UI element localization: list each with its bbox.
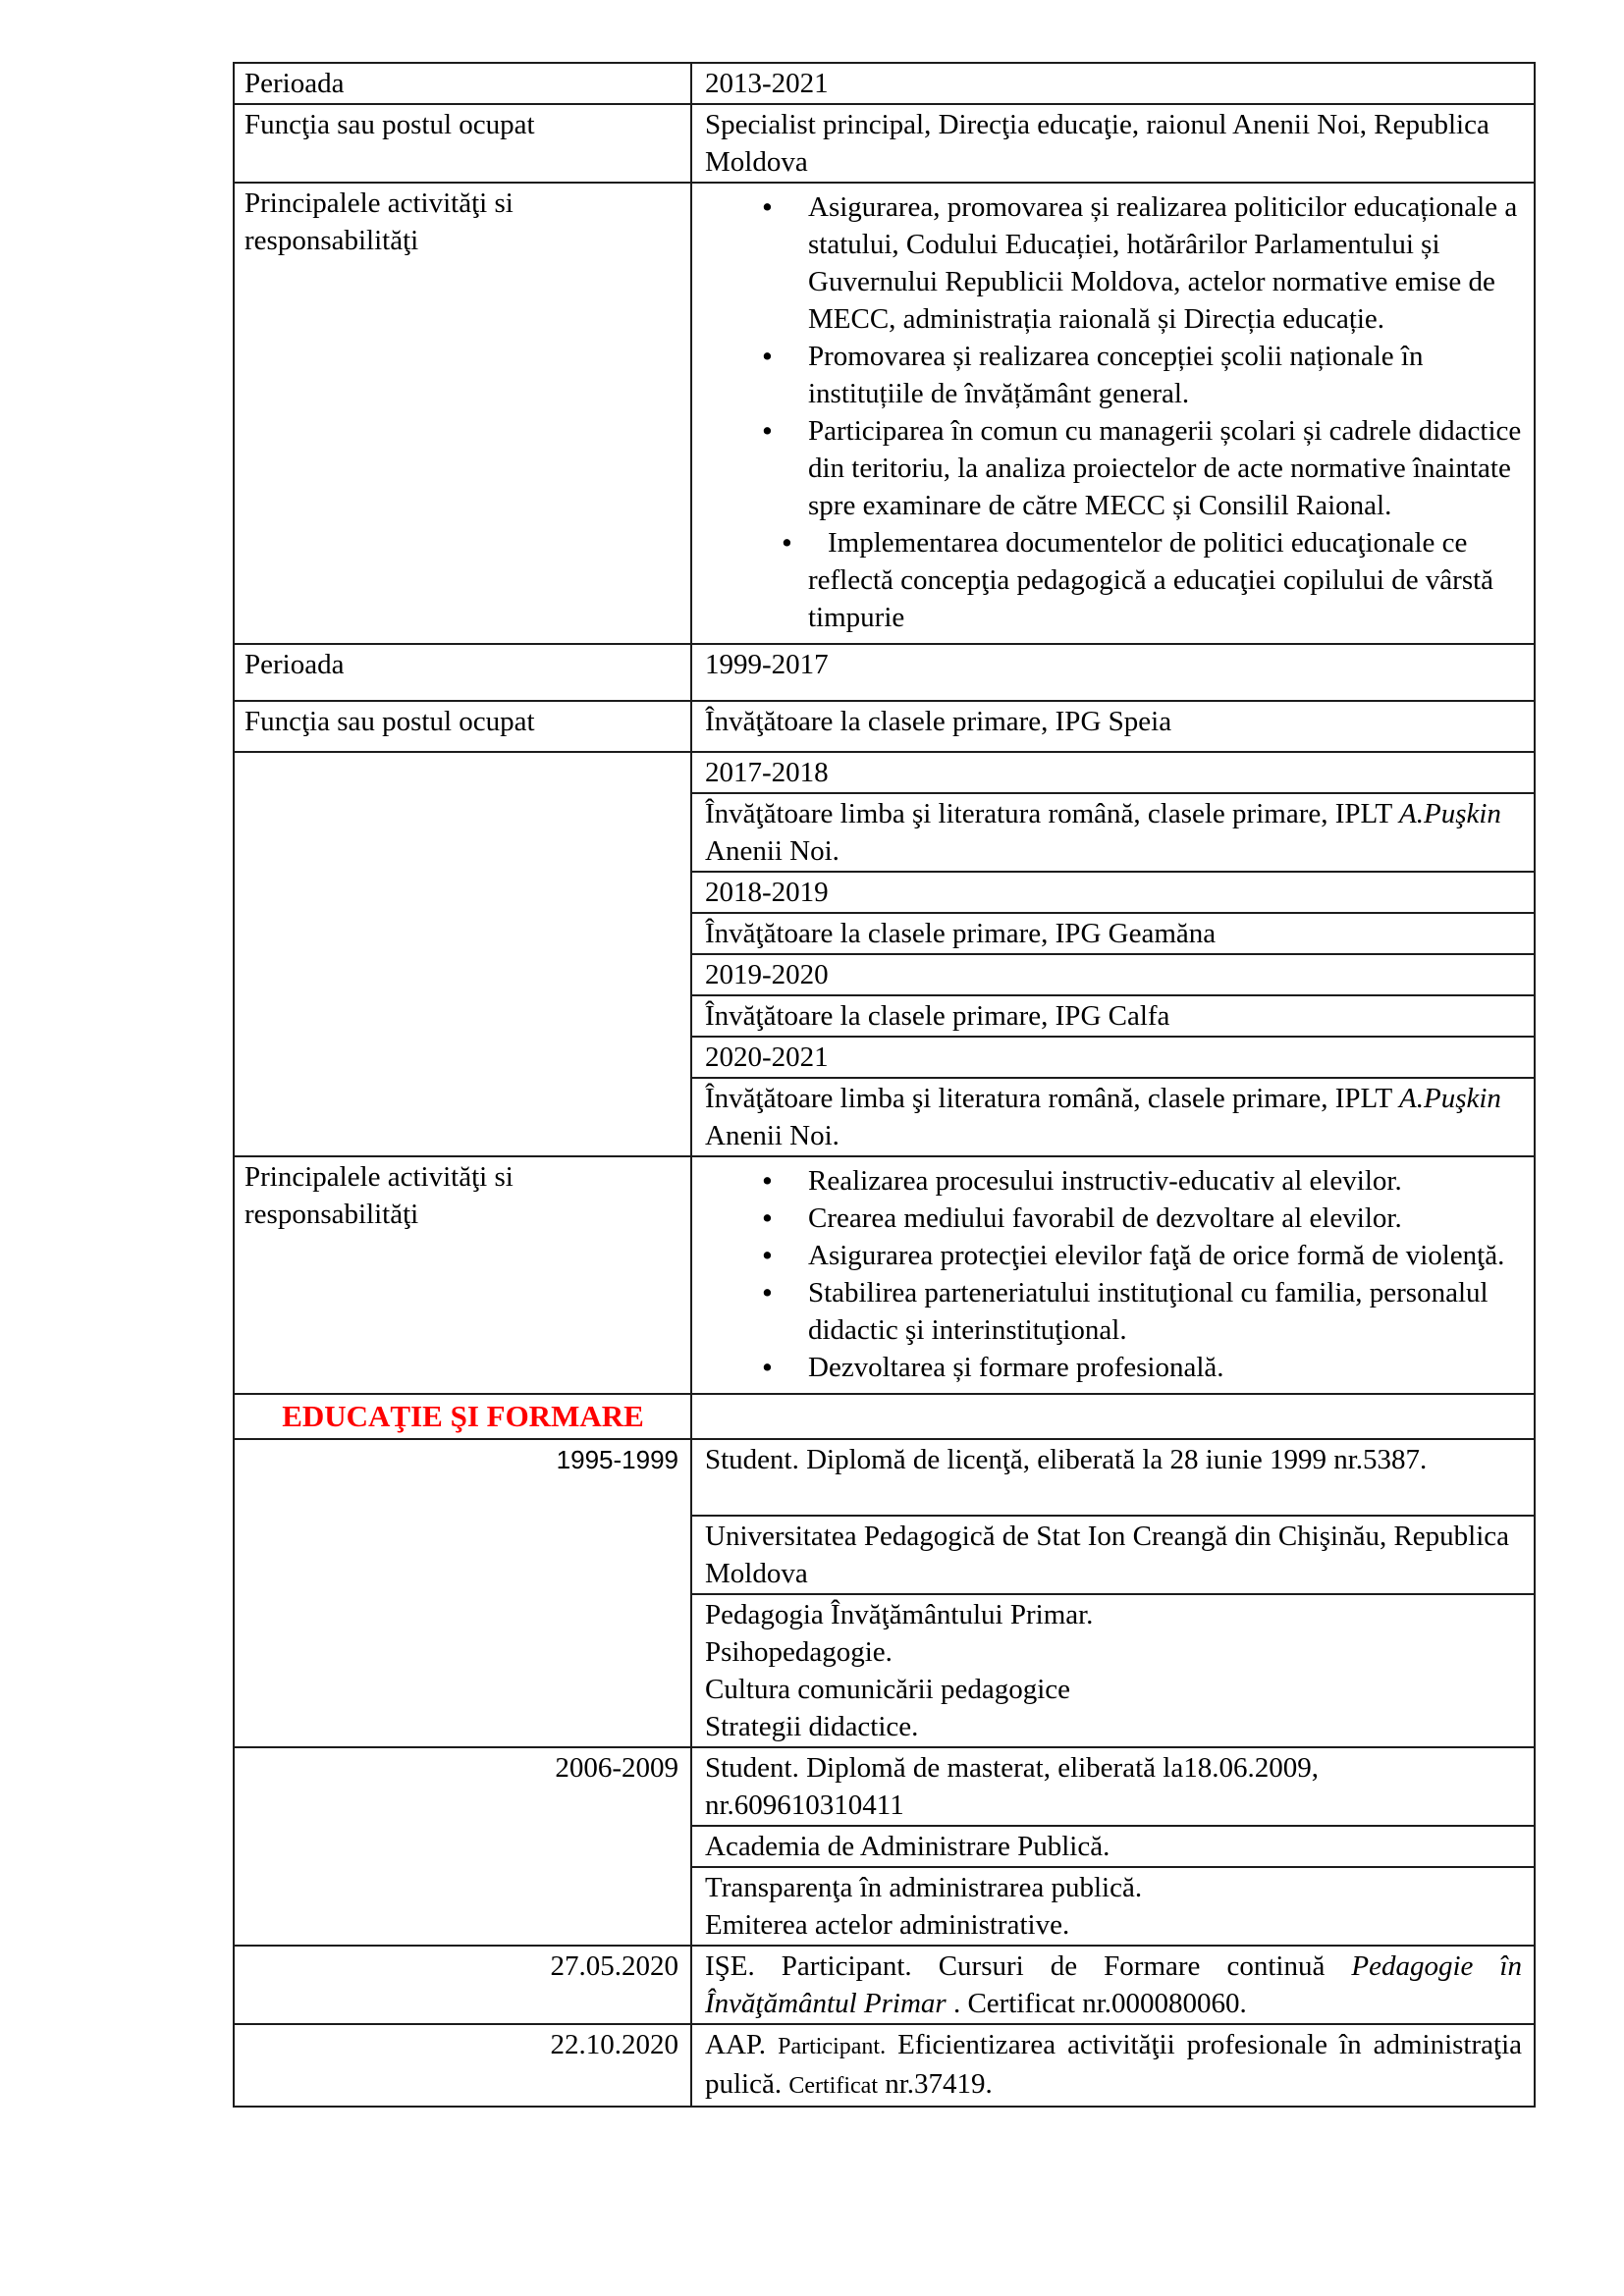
- experience2-sub1-year-row: [234, 752, 1535, 793]
- experience2-activities-row: [234, 1156, 1535, 1394]
- bullet-item: • Implementarea documentelor de politici educaţionale ce reflectă concepţia pedagogică a educaţiei copilului de vârstă timpurie: [705, 524, 1522, 636]
- education-section-title: EDUCAŢIE ŞI FORMARE: [234, 1394, 691, 1439]
- course-text-small: Participant.: [778, 2034, 887, 2059]
- bullet-item: • Stabilirea parteneriatului instituţional cu familia, personalul didactic şi interinstituţional.: [705, 1274, 1522, 1349]
- course-text: . Certificat nr.000080060.: [952, 1988, 1247, 2019]
- degree2-diploma: Student. Diplomă de masterat, eliberată la18.06.2009, nr.609610310411: [691, 1747, 1535, 1826]
- degree1-institution: Universitatea Pedagogică de Stat Ion Creangă din Chişinău, Republica Moldova: [691, 1516, 1535, 1594]
- degree2-institution: Academia de Administrare Publică.: [691, 1826, 1535, 1867]
- subject-line: Cultura comunicării pedagogice: [705, 1674, 1071, 1705]
- experience1-activities-value: [691, 183, 1535, 644]
- experience2-sub3-role: Învăţătoare la clasele primare, IPG Calfa: [691, 995, 1535, 1037]
- bullet-item: • Promovarea și realizarea concepției școlii naționale în instituțiile de învățământ general.: [705, 338, 1522, 412]
- role-text: Anenii Noi.: [705, 1120, 839, 1151]
- degree2-period: 2006-2009: [555, 1752, 678, 1784]
- experience1-bullet-list: [705, 188, 1522, 636]
- experience2-role-value: Învăţătoare la clasele primare, IPG Speia: [691, 701, 1535, 752]
- experience1-activities-row: [234, 183, 1535, 644]
- experience2-activities-label: Principalele activităţi si responsabilităţi: [234, 1156, 691, 1394]
- experience2-bullet-list: [705, 1162, 1522, 1386]
- course1-date: 27.05.2020: [550, 1950, 678, 1982]
- bullet-item: • Asigurarea, promovarea și realizarea politicilor educaționale a statului, Codului Educației, hotărârilor Parlamentului și Guvernului Republicii Moldova, actelor normative emise de MECC, administrația raională și Direcția educație.: [705, 188, 1522, 338]
- education-title-empty-cell: [691, 1394, 1535, 1439]
- bullet-item: • Dezvoltarea și formare profesională.: [705, 1349, 1522, 1386]
- subject-line: Psihopedagogie.: [705, 1636, 893, 1668]
- course-text: nr.37419.: [885, 2068, 993, 2100]
- experience2-sub4-year: 2020-2021: [691, 1037, 1535, 1078]
- course1-row: [234, 1946, 1535, 2024]
- degree1-period-cell: [234, 1439, 691, 1747]
- degree1-diploma-row: [234, 1439, 1535, 1516]
- degree1-subjects: [691, 1594, 1535, 1747]
- degree1-period: 1995-1999: [556, 1445, 678, 1474]
- cv-table: [233, 62, 1536, 2108]
- experience2-sub1-role: [691, 793, 1535, 872]
- course-text: Eficientizarea activităţii profesionale în administraţia pulică.: [705, 2029, 1522, 2100]
- experience1-period-value: 2013-2021: [691, 63, 1535, 104]
- degree2-period-cell: [234, 1747, 691, 1946]
- bullet-item: • Participarea în comun cu managerii școlari și cadrele didactice din teritoriu, la analiza proiectelor de acte normative înaintate spre examinare de către MECC și Consilil Raional.: [705, 412, 1522, 524]
- experience2-sub4-role: [691, 1078, 1535, 1156]
- course-text-small: Certificat: [788, 2073, 878, 2099]
- experience2-sub1-year: 2017-2018: [691, 752, 1535, 793]
- bullet-item: • Crearea mediului favorabil de dezvoltare al elevilor.: [705, 1200, 1522, 1237]
- degree2-diploma-row: [234, 1747, 1535, 1826]
- experience2-sub3-year: 2019-2020: [691, 954, 1535, 995]
- experience1-role-value: Specialist principal, Direcţia educaţie, raionul Anenii Noi, Republica Moldova: [691, 104, 1535, 183]
- experience2-sub2-role: Învăţătoare la clasele primare, IPG Geamăna: [691, 913, 1535, 954]
- experience1-role-row: [234, 104, 1535, 183]
- course2-date: 22.10.2020: [550, 2029, 678, 2060]
- experience2-role-label: Funcţia sau postul ocupat: [234, 701, 691, 752]
- education-title-row: [234, 1394, 1535, 1439]
- experience2-period-row: [234, 644, 1535, 701]
- course1-date-cell: [234, 1946, 691, 2024]
- role-text: Anenii Noi.: [705, 835, 839, 867]
- experience1-period-row: [234, 63, 1535, 104]
- subject-line: Emiterea actelor administrative.: [705, 1909, 1070, 1941]
- experience2-period-value: 1999-2017: [691, 644, 1535, 701]
- experience2-period-label: Perioada: [234, 644, 691, 701]
- experience2-empty-label-cell: [234, 752, 691, 1156]
- course2-row: [234, 2024, 1535, 2107]
- experience1-period-label: Perioada: [234, 63, 691, 104]
- course-text: AAP.: [705, 2029, 767, 2060]
- role-text: Învăţătoare limba şi literatura română, clasele primare, IPLT: [705, 798, 1392, 829]
- course1-description: [691, 1946, 1535, 2024]
- course2-date-cell: [234, 2024, 691, 2107]
- course2-description: [691, 2024, 1535, 2107]
- role-text-italic: A.Puşkin: [1399, 798, 1501, 829]
- subject-line: Pedagogia Învăţământului Primar.: [705, 1599, 1094, 1630]
- experience2-role-row: [234, 701, 1535, 752]
- role-text: Învăţătoare limba şi literatura română, clasele primare, IPLT: [705, 1083, 1392, 1114]
- subject-line: Strategii didactice.: [705, 1711, 919, 1742]
- experience2-sub2-year: 2018-2019: [691, 872, 1535, 913]
- subject-line: Transparenţa în administrarea publică.: [705, 1872, 1143, 1903]
- experience1-activities-label: Principalele activităţi si responsabilităţi: [234, 183, 691, 644]
- course-text: IŞE. Participant. Cursuri de Formare continuă: [705, 1950, 1326, 1982]
- role-text-italic: A.Puşkin: [1399, 1083, 1501, 1114]
- experience1-role-label: Funcţia sau postul ocupat: [234, 104, 691, 183]
- bullet-item: • Asigurarea protecţiei elevilor faţă de orice formă de violenţă.: [705, 1237, 1522, 1274]
- degree2-subjects: [691, 1867, 1535, 1946]
- experience2-activities-value: [691, 1156, 1535, 1394]
- course-text-italic: Pedagogie în Învăţământul Primar: [705, 1950, 1522, 2019]
- degree1-diploma: Student. Diplomă de licenţă, eliberată la 28 iunie 1999 nr.5387.: [691, 1439, 1535, 1516]
- bullet-item: • Realizarea procesului instructiv-educativ al elevilor.: [705, 1162, 1522, 1200]
